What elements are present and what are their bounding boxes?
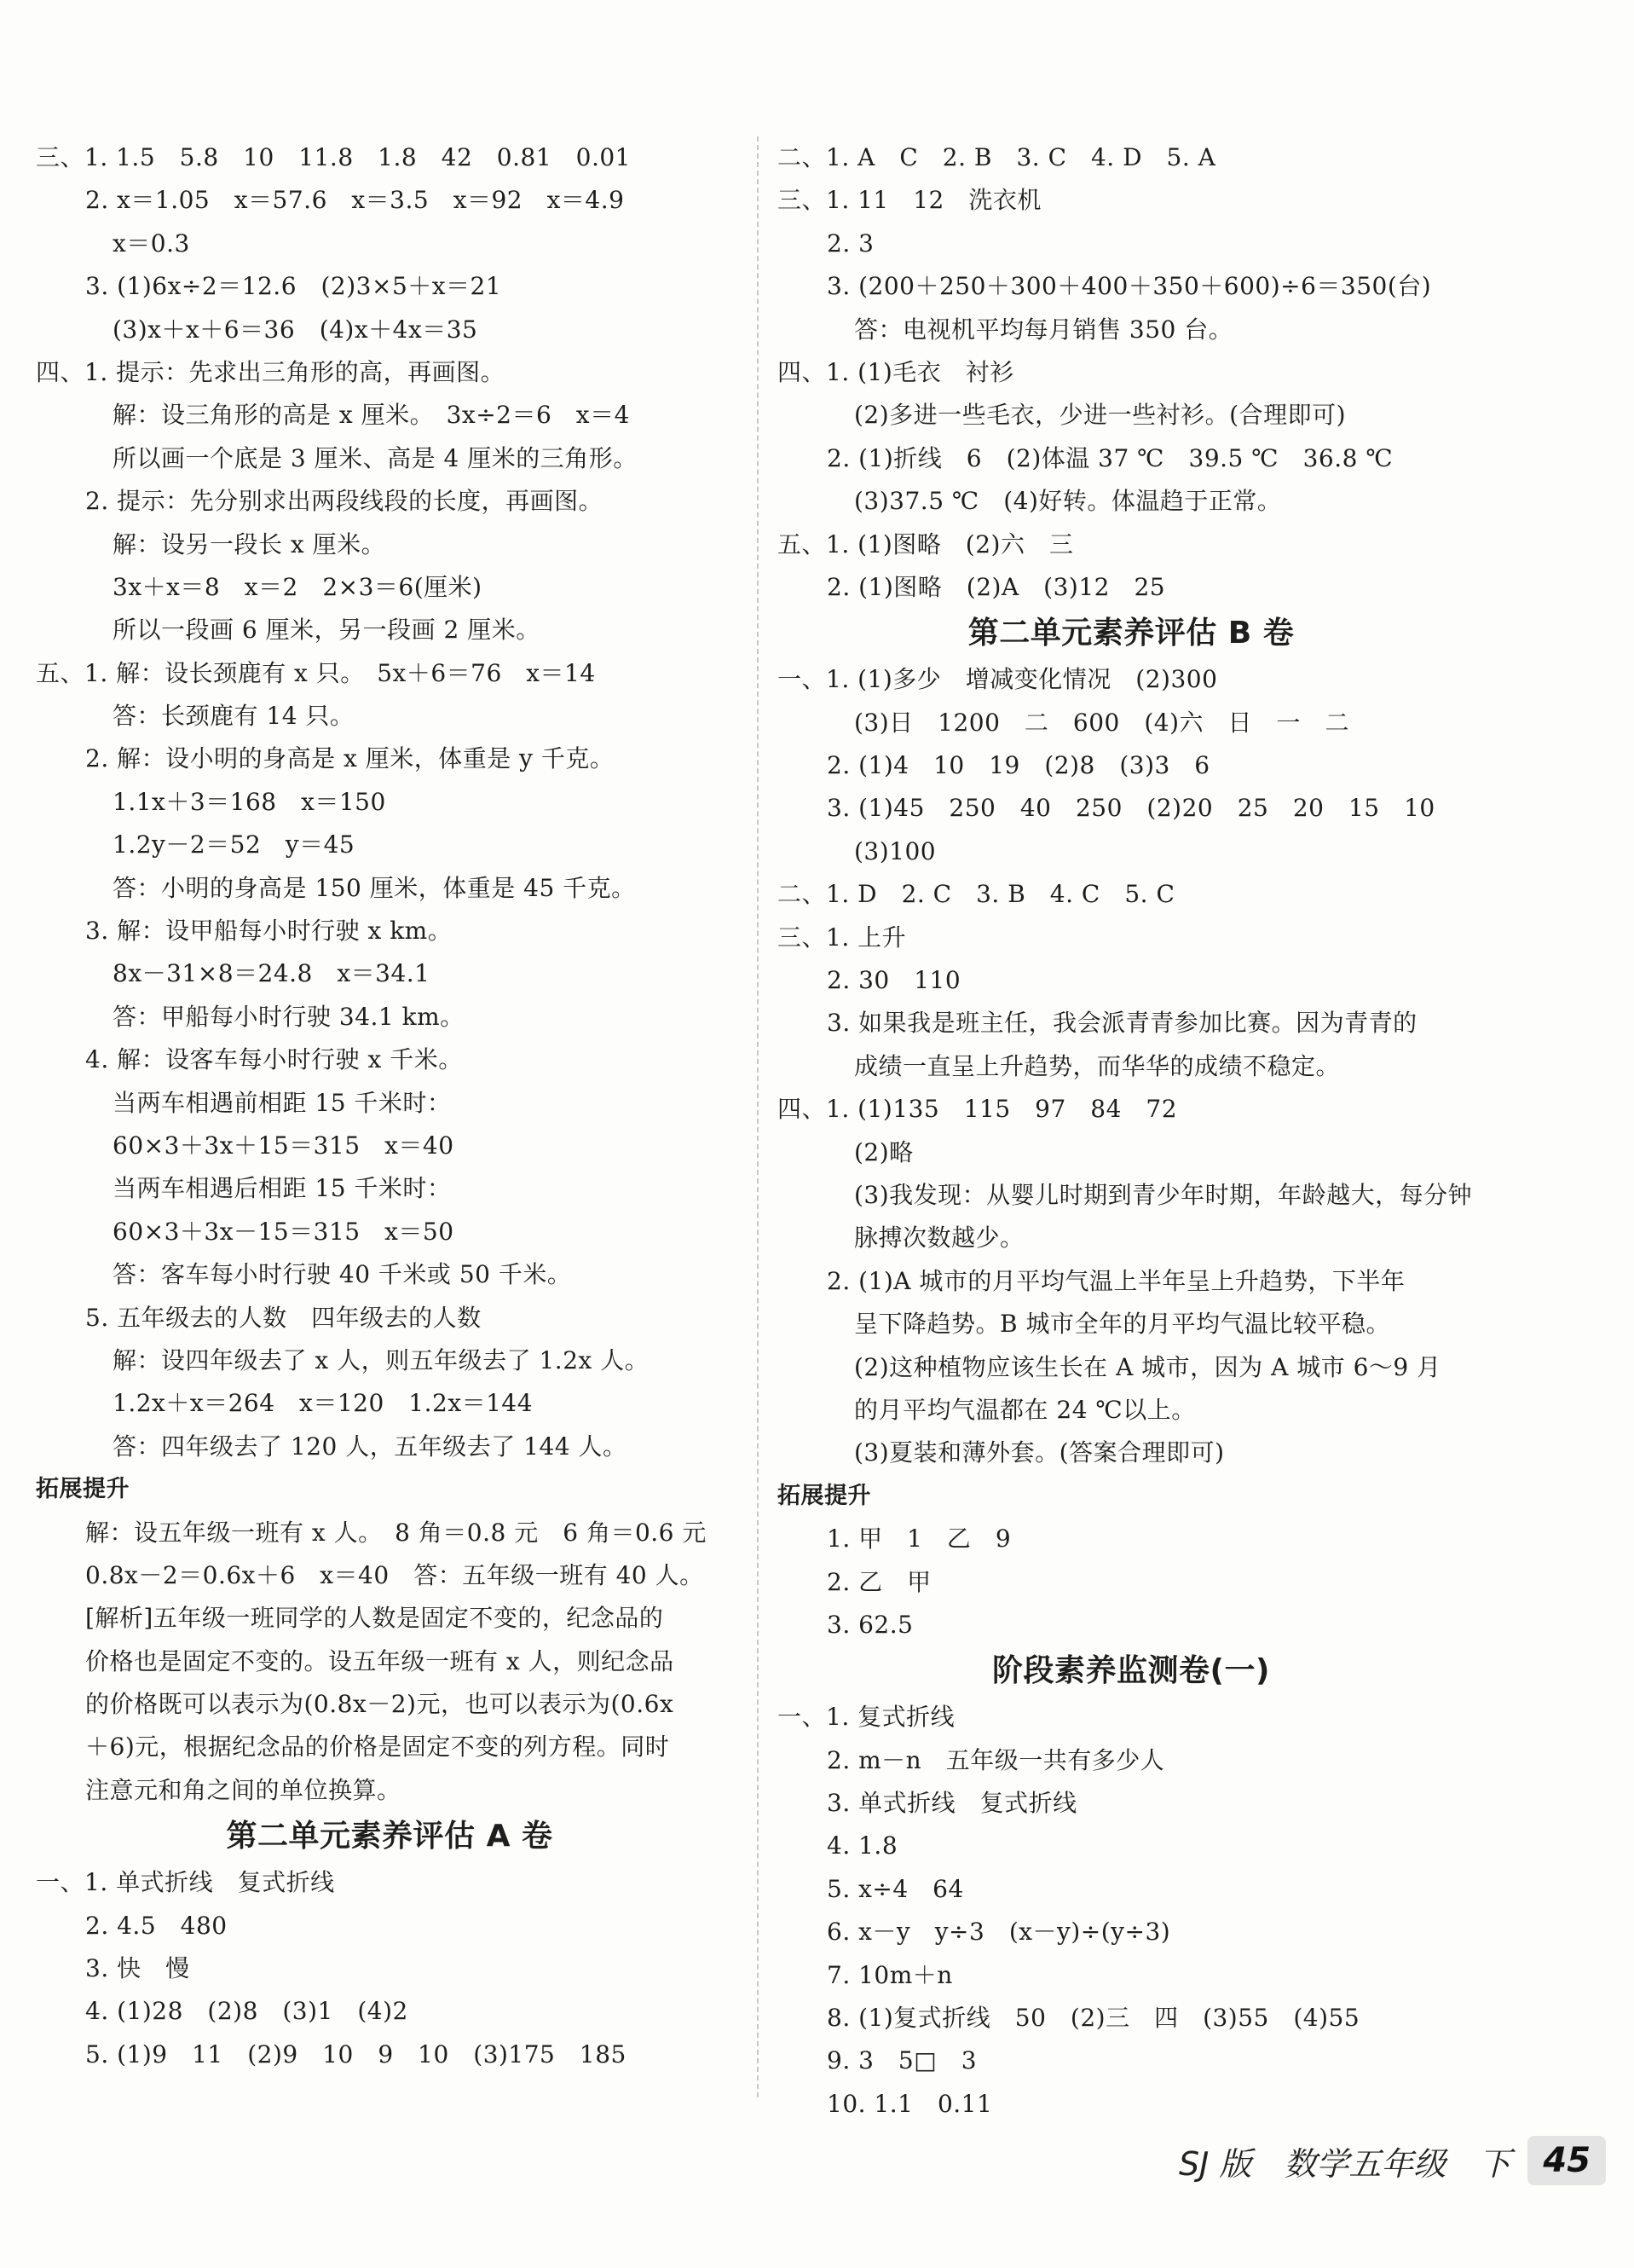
answer-line: 答：四年级去了 120 人，五年级去了 144 人。 [113,1432,627,1461]
answer-line: 当两车相遇前相距 15 千米时： [113,1088,452,1117]
answer-line: 0.8x－2＝0.6x＋6 x＝40 答：五年级一班有 40 人。 [85,1560,704,1589]
answer-line: 2. 解：设小明的身高是 x 厘米，体重是 y 千克。 [85,744,615,773]
answer-line: 答：长颈鹿有 14 只。 [113,702,355,731]
answer-line: (2)多进一些毛衣，少进一些衬衫。(合理即可) [854,401,1347,430]
answer-line: 的月平均气温都在 24 ℃以上。 [854,1395,1196,1424]
answer-line: 2. x＝1.05 x＝57.6 x＝3.5 x＝92 x＝4.9 [85,186,625,215]
answer-line: 2. (1)图略 (2)A (3)12 25 [827,572,1166,601]
answer-line: 当两车相遇后相距 15 千米时： [113,1174,452,1203]
answer-line: 三、1. 1.5 5.8 10 11.8 1.8 42 0.81 0.01 [36,143,631,171]
answer-line: (2)略 [854,1137,914,1166]
answer-line: 8x－31×8＝24.8 x＝34.1 [113,959,430,988]
answer-line: 10. 1.1 0.11 [827,2089,993,2118]
answer-line: 5. 五年级去的人数 四年级去的人数 [85,1303,482,1332]
answer-line: 4. (1)28 (2)8 (3)1 (4)2 [85,1997,408,2026]
answer-line: 脉搏次数越少。 [854,1224,1025,1253]
answer-line: 60×3＋3x＋15＝315 x＝40 [113,1131,454,1160]
answer-line: 解：设三角形的高是 x 厘米。 3x÷2＝6 x＝4 [113,401,630,430]
answer-line: 2. (1)4 10 19 (2)8 (3)3 6 [827,751,1210,780]
answer-line: 6. x－y y÷3 (x－y)÷(y÷3) [827,1918,1171,1947]
answer-line: 2. 3 [827,229,875,257]
answer-line: x＝0.3 [113,229,190,257]
subsection-heading: 拓展提升 [777,1482,871,1509]
footer-book-label: SJ 版 数学五年级 下 [1179,2144,1511,2183]
answer-line: (3)100 [854,836,937,865]
page-number: 45 [1527,2136,1606,2185]
answer-line: 价格也是固定不变的。设五年级一班有 x 人，则纪念品 [85,1646,674,1675]
answer-line: 5. x÷4 64 [827,1874,964,1903]
answer-line: 所以一段画 6 厘米，另一段画 2 厘米。 [113,616,540,645]
answer-line: 五、1. 解：设长颈鹿有 x 只。 5x＋6＝76 x＝14 [36,658,596,687]
column-divider [757,136,759,2097]
answer-line: 8. (1)复式折线 50 (2)三 四 (3)55 (4)55 [827,2004,1360,2033]
answer-line: 5. (1)9 11 (2)9 10 9 10 (3)175 185 [85,2039,626,2068]
answer-line: 解：设五年级一班有 x 人。 8 角＝0.8 元 6 角＝0.6 元 [85,1518,707,1547]
answer-line: 呈下降趋势。B 城市全年的月平均气温比较平稳。 [854,1310,1390,1339]
answer-line: 2. (1)折线 6 (2)体温 37 ℃ 39.5 ℃ 36.8 ℃ [827,443,1394,472]
answer-line: 一、1. 复式折线 [777,1703,956,1732]
answer-line: 1.2y－2＝52 y＝45 [113,830,355,859]
answer-column-left [36,136,743,2076]
answer-line: (3)夏装和薄外套。(答案合理即可) [854,1438,1225,1467]
answer-line: 4. 解：设客车每小时行驶 x 千米。 [85,1045,463,1074]
answer-line: [解析]五年级一班同学的人数是固定不变的，纪念品的 [85,1604,664,1633]
answer-line: 答：甲船每小时行驶 34.1 km。 [113,1002,465,1031]
section-heading: 阶段素养监测卷(一) [992,1653,1270,1689]
answer-column-right [777,136,1485,2126]
answer-line: 三、1. 11 12 洗衣机 [777,186,1042,215]
answer-line: ＋6)元，根据纪念品的价格是固定不变的列方程。同时 [85,1733,670,1762]
answer-line: 3. 如果我是班主任，我会派青青参加比赛。因为青青的 [827,1009,1417,1038]
answer-line: 二、1. D 2. C 3. B 4. C 5. C [777,880,1175,909]
answer-line: 2. m－n 五年级一共有多少人 [827,1745,1165,1774]
answer-line: 所以画一个底是 3 厘米、高是 4 厘米的三角形。 [113,443,638,472]
answer-line: (3)日 1200 二 600 (4)六 日 一 二 [854,708,1350,737]
answer-line: 五、1. (1)图略 (2)六 三 [777,529,1074,558]
answer-line: 三、1. 上升 [777,923,907,952]
answer-line: 2. 30 110 [827,966,961,995]
answer-line: 成绩一直呈上升趋势，而华华的成绩不稳定。 [854,1051,1341,1080]
answer-line: 一、1. 单式折线 复式折线 [36,1868,335,1897]
answer-line: 四、1. (1)135 115 97 84 72 [777,1095,1178,1124]
answer-line: 4. 1.8 [827,1831,898,1860]
answer-line: 四、1. 提示：先求出三角形的高，再画图。 [36,357,505,386]
answer-line: (3)37.5 ℃ (4)好转。体温趋于正常。 [854,487,1282,516]
subsection-heading: 拓展提升 [36,1476,130,1503]
answer-line: 注意元和角之间的单位换算。 [85,1775,401,1804]
answer-line: 3. 62.5 [827,1610,914,1639]
answer-line: 1.2x＋x＝264 x＝120 1.2x＝144 [113,1389,534,1418]
answer-line: 2. 乙 甲 [827,1567,932,1596]
answer-line: 60×3＋3x－15＝315 x＝50 [113,1217,454,1246]
section-heading: 第二单元素养评估 A 卷 [226,1819,553,1854]
answer-line: 2. (1)A 城市的月平均气温上半年呈上升趋势，下半年 [827,1266,1406,1295]
answer-line: 3. (1)45 250 40 250 (2)20 25 20 15 10 [827,794,1435,823]
answer-line: 解：设四年级去了 x 人，则五年级去了 1.2x 人。 [113,1345,650,1374]
section-heading: 第二单元素养评估 B 卷 [967,616,1295,651]
answer-line: 7. 10m＋n [827,1960,953,1989]
answer-line: 答：客车每小时行驶 40 千米或 50 千米。 [113,1260,572,1289]
answer-line: 2. 4.5 480 [85,1911,228,1940]
answer-line: 一、1. (1)多少 增减变化情况 (2)300 [777,665,1218,694]
answer-line: 3x＋x＝8 x＝2 2×3＝6(厘米) [113,572,482,601]
answer-line: 9. 3 5□ 3 [827,2046,978,2075]
answer-line: 2. 提示：先分别求出两段线段的长度，再画图。 [85,487,603,516]
answer-line: 1. 甲 1 乙 9 [827,1525,1012,1553]
answer-line: 3. (200＋250＋300＋400＋350＋600)÷6＝350(台) [827,272,1432,301]
answer-line: 的价格既可以表示为(0.8x－2)元，也可以表示为(0.6x [85,1690,674,1719]
answer-line: 解：设另一段长 x 厘米。 [113,529,386,558]
answer-line: 四、1. (1)毛衣 衬衫 [777,357,1014,386]
answer-line: 3. 解：设甲船每小时行驶 x km。 [85,917,453,946]
answer-line: (2)这种植物应该生长在 A 城市，因为 A 城市 6～9 月 [854,1352,1441,1381]
answer-line: 3. 快 慢 [85,1954,190,1983]
page-footer [1179,2135,1606,2186]
answer-line: (3)x＋x＋6＝36 (4)x＋4x＝35 [113,315,478,344]
answer-line: 答：电视机平均每月销售 350 台。 [854,315,1233,344]
answer-line: 3. (1)6x÷2＝12.6 (2)3×5＋x＝21 [85,272,502,301]
answer-line: 答：小明的身高是 150 厘米，体重是 45 千克。 [113,873,636,902]
answer-line: 3. 单式折线 复式折线 [827,1789,1077,1818]
answer-line: 1.1x＋3＝168 x＝150 [113,787,386,816]
answer-line: (3)我发现：从婴儿时期到青少年时期，年龄越大，每分钟 [854,1180,1473,1209]
answer-line: 二、1. A C 2. B 3. C 4. D 5. A [777,143,1216,171]
